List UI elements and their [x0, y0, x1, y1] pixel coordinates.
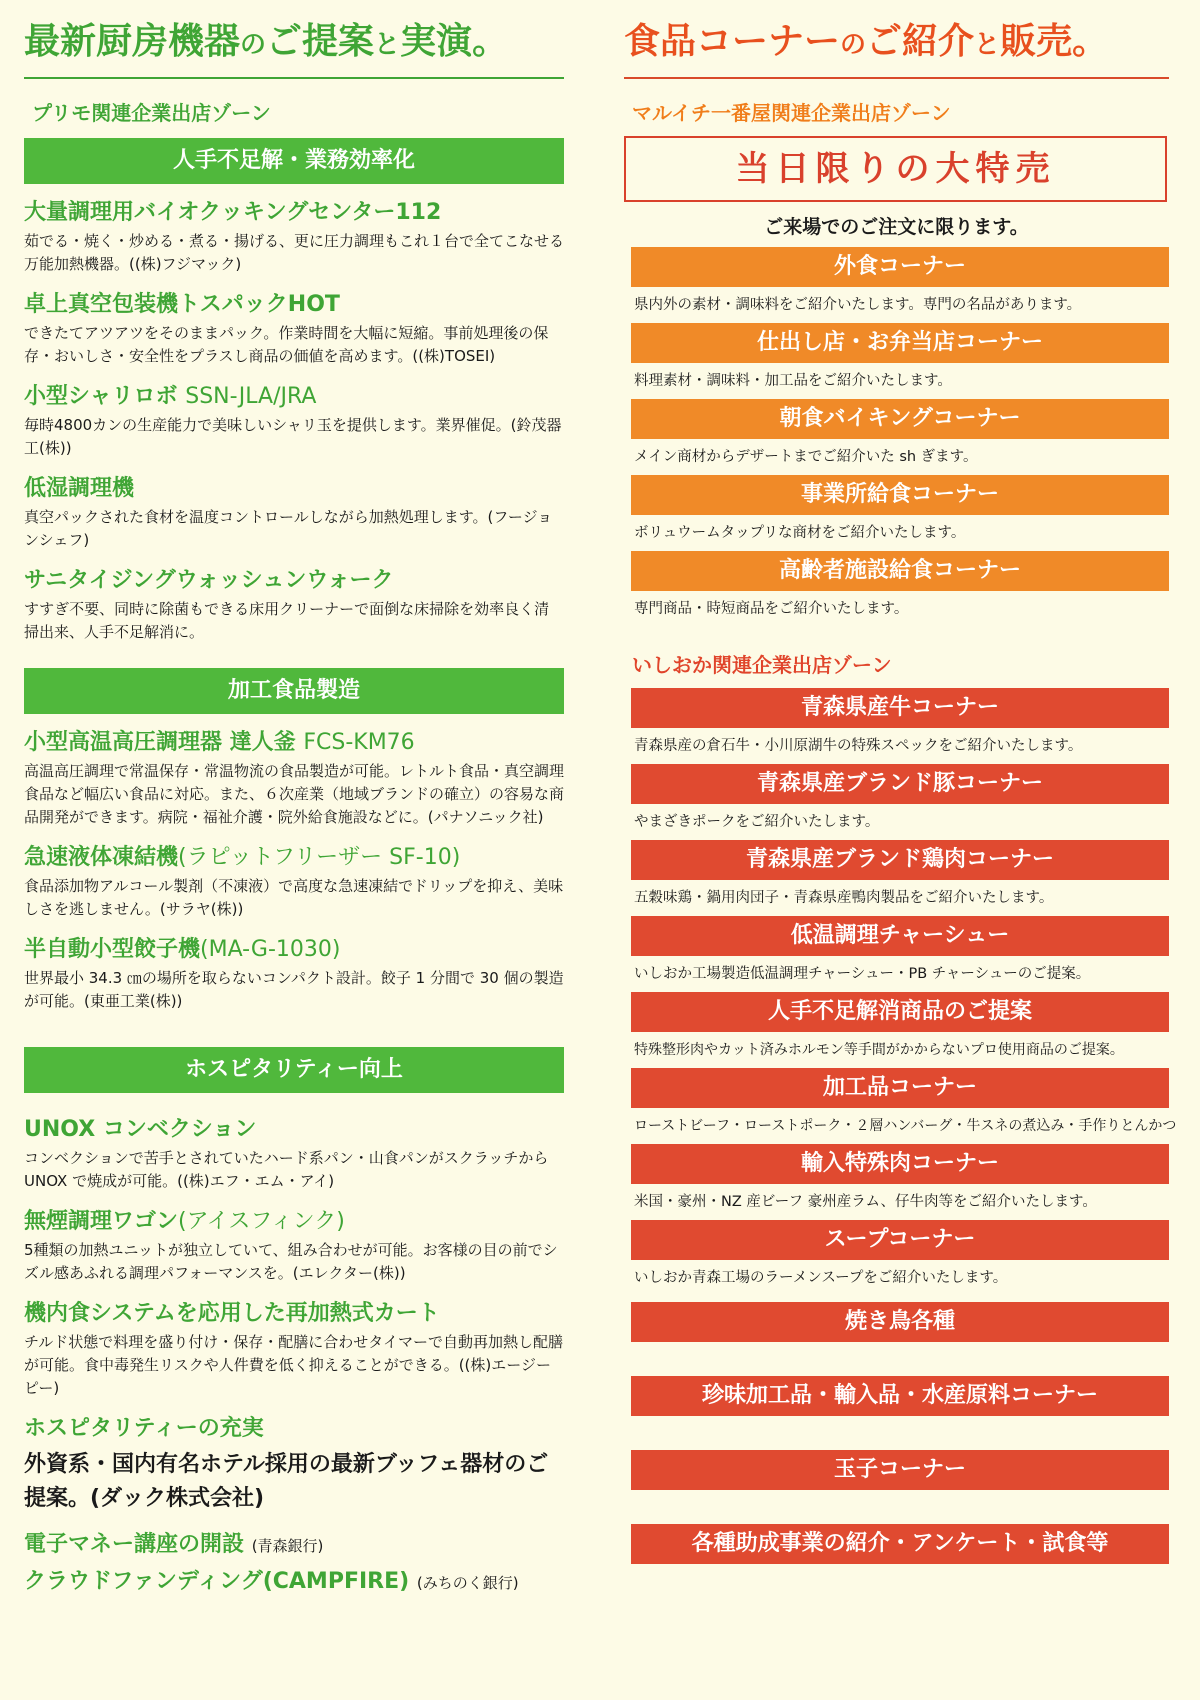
product-desc: できたてアツアツをそのままパック。作業時間を大幅に短縮。事前処理後の保存・おいしさ・安全性をプラスし商品の価値を高めます。((株)TOSEI): [24, 324, 549, 365]
product-desc: 5種類の加熱ユニットが独立していて、組み合わせが可能。お客様の目の前でシズル感あふれる調理パフォーマンスを。(エレクター(株)): [24, 1241, 558, 1282]
hospitality-title: ホスピタリティーの充実: [24, 1416, 264, 1441]
corner-desc: やまざきポークをご紹介いたします。: [634, 814, 880, 830]
product-title: サニタイジングウォッシュンウォーク: [24, 568, 394, 593]
corner-desc: 青森県産の倉石牛・小川原湖牛の特殊スペックをご紹介いたします。: [634, 738, 1083, 754]
corner-bar: 加工品コーナー: [631, 1068, 1169, 1108]
ishioka-zone-heading: いしおか関連企業出店ゾーン: [632, 653, 892, 677]
product-item: [24, 566, 564, 644]
product-title: 低湿調理機: [24, 476, 135, 501]
product-title: 急速液体凍結機(ラピットフリーザー SF-10): [24, 845, 461, 870]
section-bar-hospitality: ホスピタリティー向上: [24, 1047, 564, 1093]
product-item: [24, 198, 564, 276]
left-main-title: 最新厨房機器のご提案と実演。: [24, 18, 564, 79]
maruichi-zone-heading: マルイチ一番屋関連企業出店ゾーン: [632, 101, 951, 125]
hospitality-desc: 外資系・国内有名ホテル採用の最新ブッフェ器材のご提案。(ダック株式会社): [24, 1452, 549, 1511]
corner-desc: いしおか工場製造低温調理チャーシュー・PB チャーシューのご提案。: [634, 966, 1091, 982]
corner-desc: ボリュウームタップリな商材をご紹介いたします。: [634, 525, 966, 541]
corner-bar: 高齢者施設給食コーナー: [631, 551, 1169, 591]
product-item: [24, 728, 564, 829]
corner-desc: 料理素材・調味料・加工品をご紹介いたします。: [634, 373, 952, 389]
product-desc: 高温高圧調理で常温保存・常温物流の食品製造が可能。レトルト食品・真空調理食品など幅広い食品に対応。また、６次産業（地域ブランドの確立）の容易な商品開発ができます。病院・福祉介護・院外給食施設などに。(パナソニック社): [24, 762, 565, 826]
product-title: UNOX コンベクション: [24, 1117, 257, 1142]
product-desc: チルド状態で料理を盛り付け・保存・配膳に合わせタイマーで自動再加熱し配膳が可能。食中毒発生リスクや人件費を低く抑えることができる。((株)エージーピー): [24, 1333, 563, 1397]
emoney-item: [24, 1530, 564, 1561]
cloudfunding-item: [24, 1567, 564, 1598]
corner-bar: 青森県産牛コーナー: [631, 688, 1169, 728]
corner-desc: 専門商品・時短商品をご紹介いたします。: [634, 601, 909, 617]
section-bar-efficiency: 人手不足解・業務効率化: [24, 138, 564, 184]
corner-bar: 青森県産ブランド豚コーナー: [631, 764, 1169, 804]
corner-bar: 焼き鳥各種: [631, 1302, 1169, 1342]
corner-bar: 外食コーナー: [631, 247, 1169, 287]
corner-bar: 低温調理チャーシュー: [631, 916, 1169, 956]
product-title: 小型シャリロボ SSN-JLA/JRA: [24, 384, 317, 409]
product-desc: 真空パックされた食材を温度コントロールしながら加熱処理します。(フージョンシェフ): [24, 508, 553, 549]
product-desc: すすぎ不要、同時に除菌もできる床用クリーナーで面倒な床掃除を効率良く清掃出来、人手不足解消に。: [24, 600, 550, 641]
product-title: 大量調理用バイオクッキングセンター112: [24, 200, 442, 225]
corner-desc: ローストビーフ・ローストポーク・２層ハンバーグ・牛スネの煮込み・手作りとんかつ: [634, 1118, 1177, 1134]
product-title: 無煙調理ワゴン(アイスフィンク): [24, 1209, 345, 1234]
right-column: [624, 18, 1177, 1564]
corner-desc: 県内外の素材・調味料をご紹介いたします。専門の名品があります。: [634, 297, 1082, 313]
corner-bar: スープコーナー: [631, 1220, 1169, 1260]
cloudfunding-title: クラウドファンディング(CAMPFIRE) (みちのく銀行): [24, 1569, 519, 1594]
special-sale-box: 当日限りの大特売: [624, 136, 1167, 202]
product-item: [24, 1115, 564, 1193]
product-title: 卓上真空包装機トスパックHOT: [24, 292, 340, 317]
order-notice: ご来場でのご注文に限ります。: [764, 216, 1029, 238]
product-item: [24, 290, 564, 368]
product-item: [24, 382, 564, 460]
right-main-title: 食品コーナーのご紹介と販売。: [624, 18, 1169, 79]
product-title: 機内食システムを応用した再加熱式カート: [24, 1301, 440, 1326]
corner-bar: 各種助成事業の紹介・アンケート・試食等: [631, 1524, 1169, 1564]
emoney-title: 電子マネー講座の開設 (青森銀行): [24, 1532, 324, 1557]
corner-bar: 仕出し店・お弁当店コーナー: [631, 323, 1169, 363]
product-desc: 世界最小 34.3 ㎝の場所を取らないコンパクト設計。餃子 1 分間で 30 個の製造が可能。(東亜工業(株)): [24, 969, 564, 1010]
corner-bar: 事業所給食コーナー: [631, 475, 1169, 515]
product-desc: コンベクションで苦手とされていたハード系パン・山食パンがスクラッチからUNOX で焼成が可能。((株)エフ・エム・アイ): [24, 1149, 549, 1190]
corner-bar: 人手不足解消商品のご提案: [631, 992, 1169, 1032]
product-item: [24, 1207, 564, 1285]
product-desc: 毎時4800カンの生産能力で美味しいシャリ玉を提供します。業界催促。(鈴茂器工(株)): [24, 416, 562, 457]
product-item: [24, 843, 564, 921]
corner-desc: 五穀味鶏・鍋用肉団子・青森県産鴨肉製品をご紹介いたします。: [634, 890, 1054, 906]
corner-bar: 朝食バイキングコーナー: [631, 399, 1169, 439]
section-bar-processing: 加工食品製造: [24, 668, 564, 714]
corner-bar: 珍味加工品・輸入品・水産原料コーナー: [631, 1376, 1169, 1416]
corner-bar: 玉子コーナー: [631, 1450, 1169, 1490]
product-item: [24, 1299, 564, 1400]
primo-zone-heading: プリモ関連企業出店ゾーン: [32, 101, 271, 125]
corner-desc: メイン商材からデザートまでご紹介いた sh ぎます。: [634, 449, 978, 465]
corner-desc: いしおか青森工場のラーメンスープをご紹介いたします。: [634, 1270, 1008, 1286]
corner-desc: 米国・豪州・NZ 産ビーフ 豪州産ラム、仔牛肉等をご紹介いたします。: [634, 1194, 1097, 1210]
hospitality-item: [24, 1414, 564, 1516]
product-desc: 食品添加物アルコール製剤（不凍液）で高度な急速凍結でドリップを抑え、美味しさを逃しません。(サラヤ(株)): [24, 877, 564, 918]
product-item: [24, 935, 564, 1013]
product-title: 小型高温高圧調理器 達人釜 FCS-KM76: [24, 730, 415, 755]
left-column: [24, 18, 564, 1598]
corner-bar: 青森県産ブランド鶏肉コーナー: [631, 840, 1169, 880]
product-title: 半自動小型餃子機(MA-G-1030): [24, 937, 341, 962]
corner-bar: 輸入特殊肉コーナー: [631, 1144, 1169, 1184]
product-item: [24, 474, 564, 552]
corner-desc: 特殊整形肉やカット済みホルモン等手間がかからないプロ使用商品のご提案。: [634, 1042, 1124, 1058]
product-desc: 茹でる・焼く・炒める・煮る・揚げる、更に圧力調理もこれ１台で全てこなせる万能加熱機器。((株)フジマック): [24, 232, 565, 273]
